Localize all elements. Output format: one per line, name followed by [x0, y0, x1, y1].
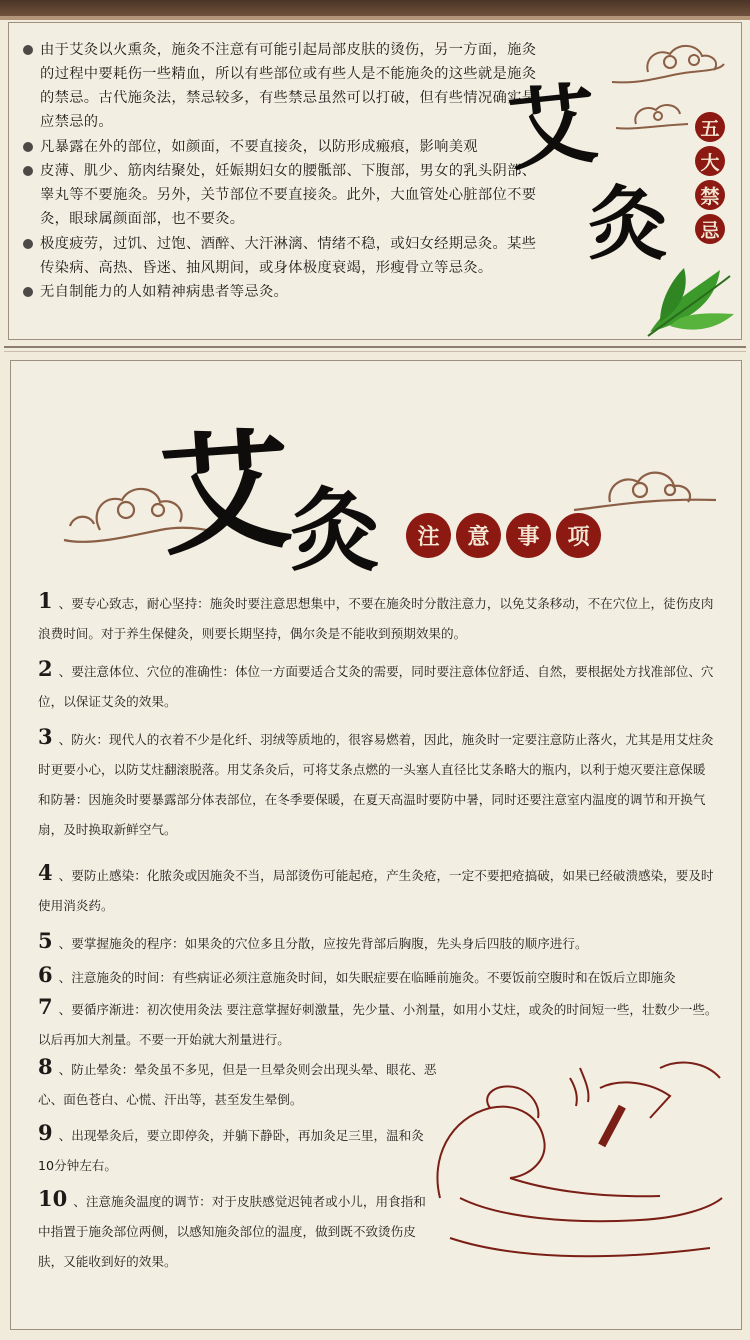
seal-stack: [695, 112, 725, 248]
list-item: 皮薄、肌少、筋肉结聚处，妊娠期妇女的腰骶部、下腹部，男女的乳头阴部、睾丸等不要施灸。另外，关节部位不要直接灸。此外，大血管处心脏部位不要灸，眼球属颜面部，也不要灸。: [18, 159, 538, 231]
divider: [4, 346, 746, 348]
bullet-dot-icon: [23, 45, 33, 55]
seal-row: [406, 513, 601, 562]
bullet-dot-icon: [23, 287, 33, 297]
list-item: 3 、防火：现代人的衣着不少是化纤、羽绒等质地的，很容易燃着，因此，施灸时一定要注意防止落火，尤其是用艾炷灸时更要小心，以防艾炷翻滚脱落。用艾条灸后，可将艾条点燃的一头塞人直径比艾条略大的瓶内，以利于熄灭要注意保暖和防暑：因施灸时要暴露部分体表部位，在冬季要保暖，在夏天高温时要防中暑，同时还要注意室内温度的调节和开换气扇，及时换取新鲜空气。: [38, 724, 714, 837]
bullet-dot-icon: [23, 142, 33, 152]
title-char-ai: 艾: [503, 70, 602, 184]
title-char-jiu: 灸: [290, 478, 380, 584]
list-item: 5 、要掌握施灸的程序：如果灸的穴位多且分散，应按先背部后胸腹，先头身后四肢的顺序进行。: [38, 928, 588, 953]
cloud-ornament-icon: [612, 96, 692, 136]
seal-char: 项: [556, 513, 601, 558]
seal-char: 大: [695, 146, 725, 176]
seal-char: 禁: [695, 180, 725, 210]
list-item: 凡暴露在外的部位，如颜面，不要直接灸，以防形成瘢痕，影响美观: [18, 135, 538, 159]
seal-char: 意: [456, 513, 501, 558]
top-band: [0, 0, 750, 20]
seal-char: 注: [406, 513, 451, 558]
bullet-dot-icon: [23, 239, 33, 249]
title-char-jiu: 灸: [588, 177, 668, 271]
seal-char: 五: [695, 112, 725, 142]
list-item: 4 、要防止感染：化脓灸或因施灸不当，局部烫伤可能起疮，产生灸疮，一定不要把疮搞破，如果已经破溃感染，要及时使用消炎药。: [38, 860, 714, 913]
taboo-list: [18, 38, 538, 305]
cloud-ornament-icon: [608, 34, 728, 94]
list-item: 无自制能力的人如精神病患者等忌灸。: [18, 280, 538, 304]
list-item: 1 、要专心致志，耐心坚持：施灸时要注意思想集中，不要在施灸时分散注意力，以免艾条移动，不在穴位上，徒伤皮肉浪费时间。对于养生保健灸，则要长期坚持，偶尔灸是不能收到预期效果的。: [38, 588, 714, 641]
list-item: 10 、注意施灸温度的调节：对于皮肤感觉迟钝者或小儿，用食指和中指置于施灸部位两侧，以感知施灸部位的温度，做到既不致烫伤皮肤，又能收到好的效果。: [38, 1186, 426, 1269]
list-item: 8 、防止晕灸：晕灸虽不多见，但是一旦晕灸则会出现头晕、眼花、恶心、面色苍白、心慌、汗出等，甚至发生晕倒。: [38, 1054, 437, 1107]
list-item: 9 、出现晕灸后，要立即停灸，并躺下静卧，再加灸足三里，温和灸10分钟左右。: [38, 1120, 424, 1173]
moxibustion-illustration: [420, 1048, 730, 1268]
list-item: 由于艾灸以火熏灸，施灸不注意有可能引起局部皮肤的烫伤，另一方面，施灸的过程中要耗伤一些精血，所以有些部位或有些人是不能施灸的这些就是施灸的禁忌。古代施灸法，禁忌较多，有些禁忌虽然可以打破，但有些情况确实是应禁忌的。: [18, 38, 538, 134]
seal-char: 忌: [695, 214, 725, 244]
list-item: 极度疲劳，过饥、过饱、酒醉、大汗淋漓、情绪不稳，或妇女经期忌灸。某些传染病、高热、昏迷、抽风期间，或身体极度衰竭，形瘦骨立等忌灸。: [18, 232, 538, 280]
seal-char: 事: [506, 513, 551, 558]
list-item: 6 、注意施灸的时间：有些病证必须注意施灸时间，如失眠症要在临睡前施灸。不要饭前空腹时和在饭后立即施灸: [38, 962, 676, 987]
list-item: 2 、要注意体位、穴位的准确性：体位一方面要适合艾灸的需要，同时要注意体位舒适、自然，要根据处方找准部位、穴位，以保证艾灸的效果。: [38, 656, 714, 709]
bullet-dot-icon: [23, 166, 33, 176]
title-char-ai: 艾: [155, 412, 296, 575]
list-item: 7 、要循序渐进：初次使用灸法 要注意掌握好刺激量，先少量、小剂量，如用小艾炷，或灸的时间短一些，壮数少一些。以后再加大剂量。不要一开始就大剂量进行。: [38, 994, 718, 1047]
divider: [4, 351, 746, 352]
leaf-icon: [640, 262, 742, 342]
